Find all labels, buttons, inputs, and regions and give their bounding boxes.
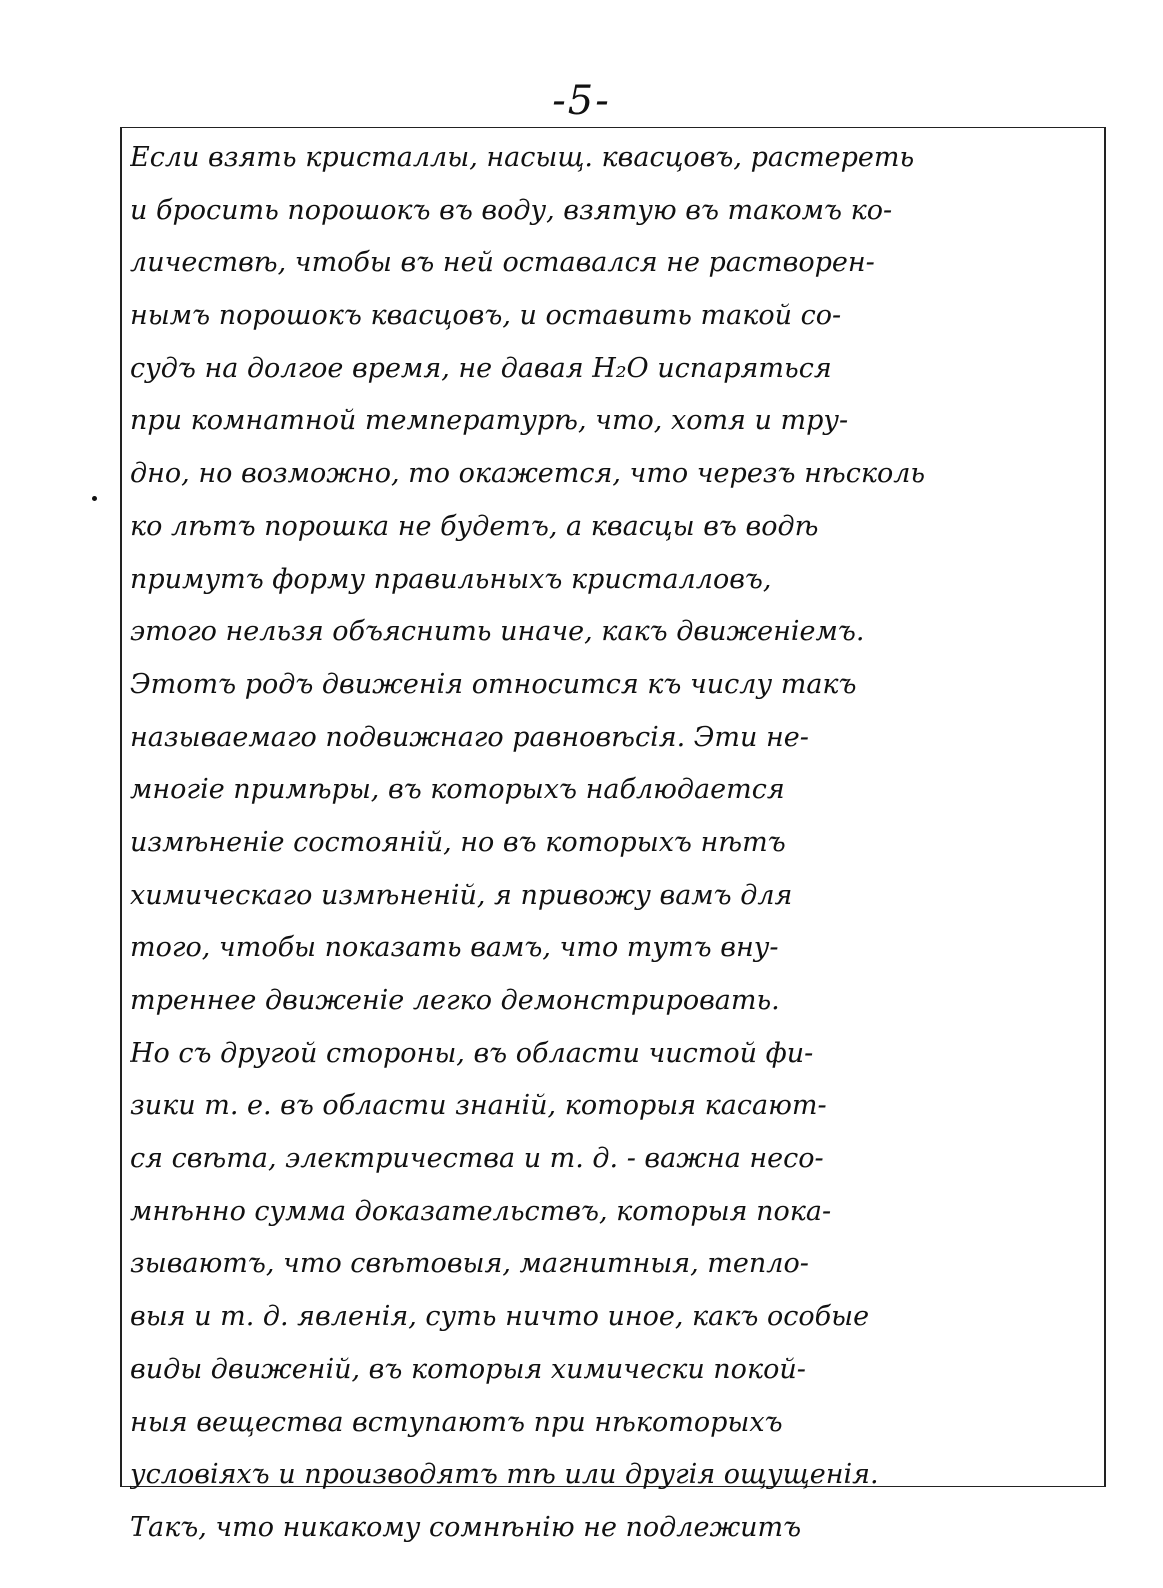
text-line: зики т. е. въ области знаній, которыя касают- bbox=[130, 1090, 827, 1122]
text-line: примутъ форму правильныхъ кристалловъ, bbox=[130, 563, 772, 595]
page-number: -5- bbox=[552, 78, 611, 124]
text-line: химическаго измѣненій, я привожу вамъ для bbox=[130, 879, 793, 911]
text-line: виды движеній, въ которыя химически покой- bbox=[130, 1353, 806, 1385]
handwritten-text-block bbox=[130, 132, 1096, 1555]
text-line: треннее движеніе легко демонстрировать. bbox=[130, 985, 780, 1016]
text-line: выя и т. д. явленія, суть ничто иное, какъ особые bbox=[130, 1301, 870, 1333]
text-line: при комнатной температурѣ, что, хотя и тру- bbox=[130, 405, 849, 437]
text-line: мнѣнно сумма доказательствъ, которыя пока- bbox=[130, 1195, 832, 1227]
text-line: ся свѣта, электричества и т. д. - важна несо- bbox=[130, 1143, 824, 1175]
text-line: Этотъ родъ движенія относится къ числу такъ bbox=[130, 668, 857, 700]
text-line: этого нельзя объяснить иначе, какъ движеніемъ. bbox=[130, 616, 865, 648]
text-line: ко лѣтъ порошка не будетъ, а квасцы въ водѣ bbox=[130, 510, 819, 542]
text-line: ныя вещества вступаютъ при нѣкоторыхъ bbox=[130, 1406, 783, 1438]
text-line: нымъ порошокъ квасцовъ, и оставить такой со- bbox=[130, 300, 842, 332]
text-line: дно, но возможно, то окажется, что черезъ нѣсколь bbox=[130, 458, 926, 490]
text-line: и бросить порошокъ въ воду, взятую въ такомъ ко- bbox=[130, 194, 893, 226]
text-line: называемаго подвижнаго равновѣсія. Эти не- bbox=[130, 721, 809, 753]
text-line: Такъ, что никакому сомнѣнію не подлежитъ bbox=[130, 1511, 802, 1543]
text-line: многіе примѣры, въ которыхъ наблюдается bbox=[130, 774, 785, 806]
text-line: Но съ другой стороны, въ области чистой фи- bbox=[130, 1037, 814, 1069]
text-line: Если взять кристаллы, насыщ. квасцовъ, растереть bbox=[130, 142, 915, 173]
text-line: судъ на долгое время, не давая H₂O испаряться bbox=[130, 352, 832, 384]
margin-mark bbox=[92, 496, 97, 501]
text-line: зываютъ, что свѣтовыя, магнитныя, тепло- bbox=[130, 1248, 809, 1280]
text-line: измѣненіе состояній, но въ которыхъ нѣтъ bbox=[130, 826, 786, 858]
text-line: того, чтобы показать вамъ, что тутъ вну- bbox=[130, 932, 779, 964]
text-line: условіяхъ и производятъ тѣ или другія ощущенія. bbox=[130, 1459, 879, 1491]
text-line: личествѣ, чтобы въ ней оставался не растворен- bbox=[130, 247, 875, 279]
